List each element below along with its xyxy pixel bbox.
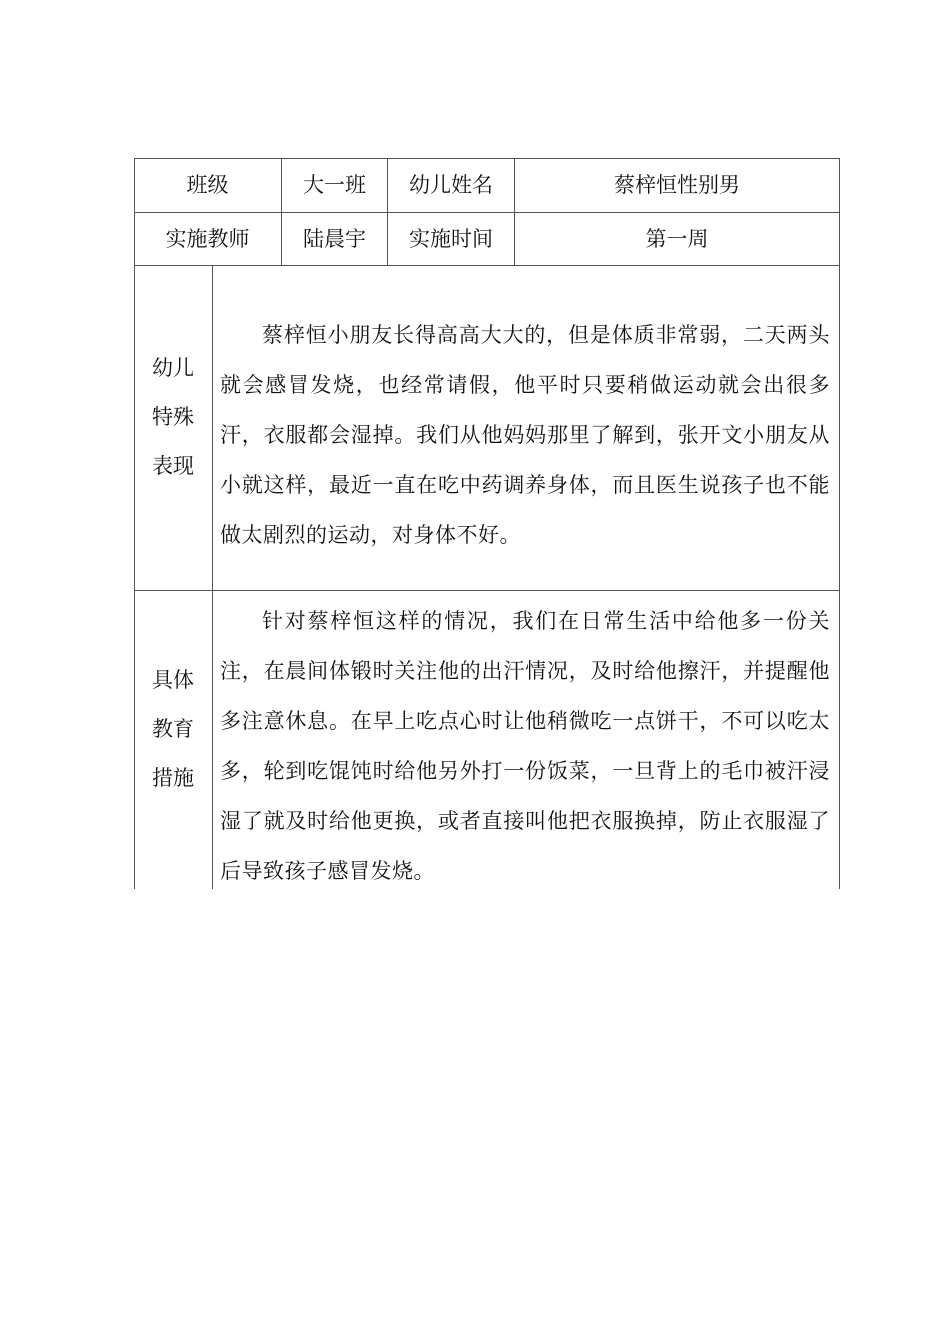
record-table: [134, 158, 840, 889]
special-behavior-label-line: 特殊: [152, 405, 194, 429]
table-label-col-divider: [212, 265, 213, 889]
time-label: 实施时间: [409, 226, 493, 251]
teacher-value: 陆晨宇: [303, 226, 366, 251]
education-measures-label-line: 措施: [152, 766, 194, 790]
special-behavior-text: 蔡梓恒小朋友长得高高大大的，但是体质非常弱，二天两头就会感冒发烧，也经常请假，他平时只要稍做运动就会出很多汗，衣服都会湿掉。我们从他妈妈那里了解到，张开文小朋友从小就这样，最近一直在吃中药调养身体，而且医生说孩子也不能做太剧烈的运动，对身体不好。: [220, 323, 830, 547]
table-row-divider-2: [134, 265, 840, 266]
teacher-label: 实施教师: [165, 226, 250, 251]
table-border-right: [839, 158, 840, 889]
child-name-label: 幼儿姓名: [409, 173, 493, 197]
table-row-divider-3: [134, 590, 840, 591]
time-value: 第一周: [645, 226, 709, 251]
education-measures-text: 针对蔡梓恒这样的情况，我们在日常生活中给他多一份关注，在晨间体锻时关注他的出汗情况，及时给他擦汗，并提醒他多注意休息。在早上吃点心时让他稍微吃一点饼干，不可以吃太多，轮到吃馄饨时给他另外打一份饭菜，一旦背上的毛巾被汗浸湿了就及时给他更换，或者直接叫他把衣服换掉，防止衣服湿了后导致孩子感冒发烧。: [220, 609, 830, 883]
special-behavior-label-line: 幼儿: [152, 356, 194, 380]
special-behavior-label-line: 表现: [152, 454, 194, 478]
education-measures-label-line: 具体: [152, 668, 194, 692]
special-behavior-label: [134, 344, 212, 491]
education-measures-label-line: 教育: [152, 717, 194, 741]
class-value: 大一班: [303, 173, 366, 197]
class-label: 班级: [186, 173, 229, 197]
child-name-value: 蔡梓恒性别男: [614, 173, 740, 197]
education-measures-label: [134, 656, 212, 803]
